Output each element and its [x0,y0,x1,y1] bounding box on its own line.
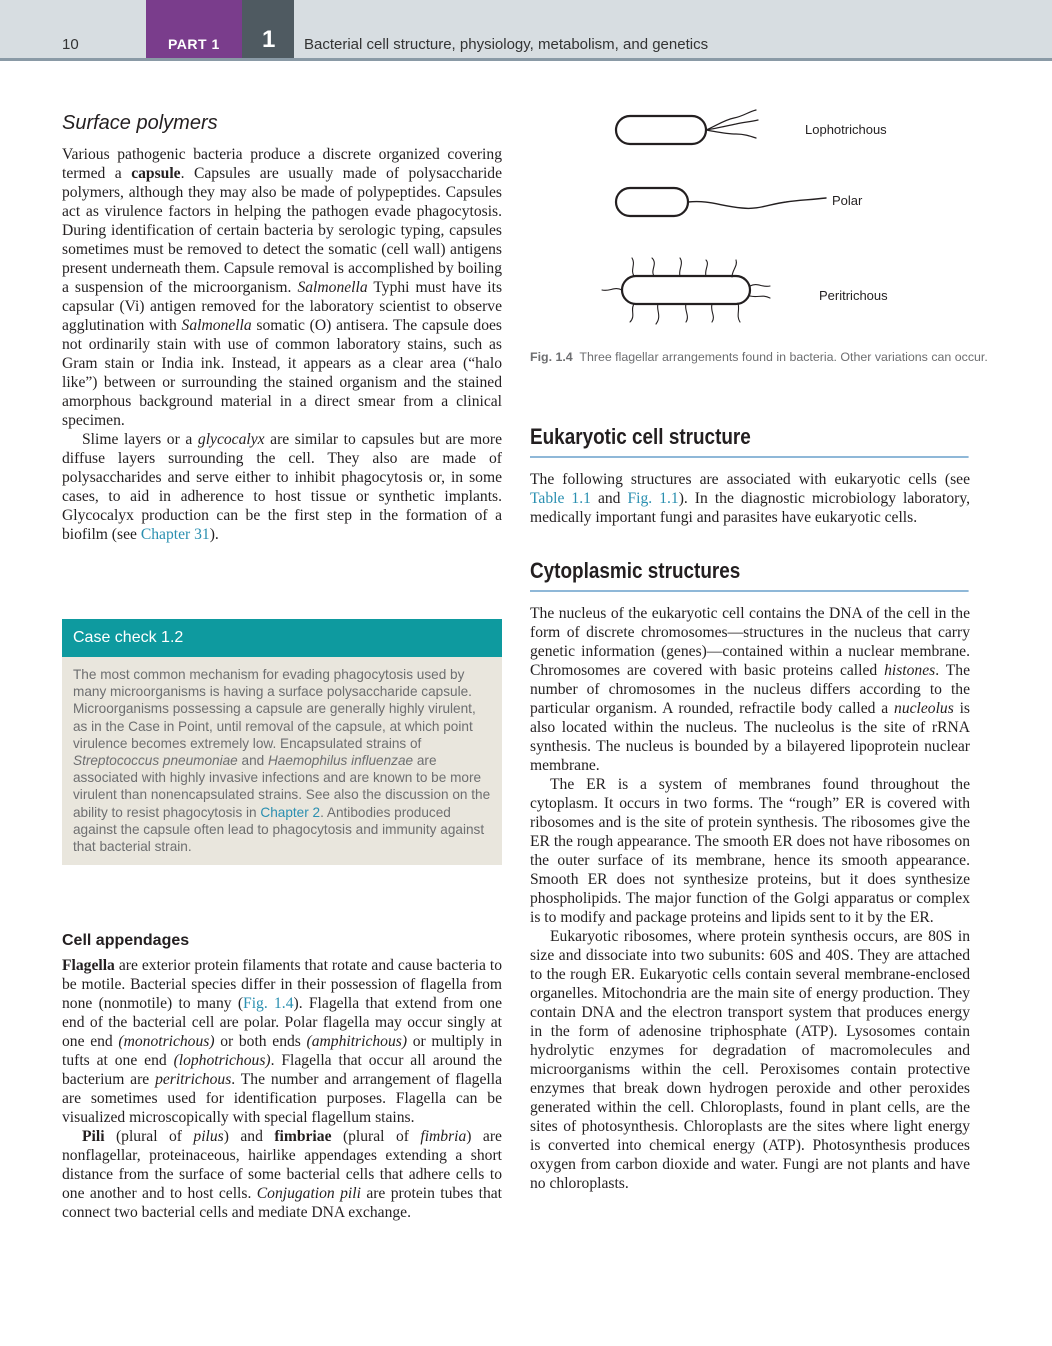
lophotrichous-cell [616,116,706,144]
chapter-number: 1 [262,26,276,53]
peritrichous-cell [622,276,750,304]
fig-1-4-link[interactable]: Fig. 1.4 [243,995,294,1012]
eukaryotic-paragraph: The following structures are associated with eukaryotic cells (see Table 1.1 and Fig. 1.1). In the diagnostic microbiology laboratory, medically important fungi and parasites have eukaryotic cells. [530,471,971,526]
cytoplasmic-section [530,558,970,1193]
eukaryotic-heading: Eukaryotic cell structure [530,424,969,458]
pili-paragraph: Pili (plural of pilus) and fimbriae (plural of fimbria) are nonflagellar, proteinaceous, hairlike appendages extending a short distance from the surface of some bacterial cells that adhere cells to one another and to host cells. Conjugation pili are protein tubes that connect two bacterial cells and mediate DNA exchange. [62,1128,502,1221]
page-number: 10 [62,36,79,53]
running-header [0,0,1052,61]
case-check-title: Case check 1.2 [62,619,502,657]
cytoplasmic-heading: Cytoplasmic structures [530,558,969,592]
chapter-2-link[interactable]: Chapter 2 [260,804,321,820]
figure-number: Fig. 1.4 [530,350,573,364]
surface-paragraph-2: Slime layers or a glycocalyx are similar to capsules but are more diffuse layers surrounding the cell. They also are made of polysaccharides and serve either to inhibit phagocytosis or, in some cases, to aid in adherence to host tissue or synthetic implants. Glycocalyx production can be the first step in the formation of a biofilm (see Chapter 31). [62,431,502,543]
chapter-31-link[interactable]: Chapter 31 [140,526,210,543]
left-column [62,112,502,544]
lophotrichous-label: Lophotrichous [805,122,887,137]
surface-polymers-heading: Surface polymers [62,112,218,134]
flagella-paragraph: Flagella are exterior protein filaments that rotate and cause bacteria to be motile. Bacterial species differ in their possession of flagella from none (nonmotile) to many (Fig. 1.4). Flagella that extend from one end of the bacterial cell are polar. Polar flagella may occur singly at one end (monotrichous) or both ends (amphitrichous) or multiply in tufts at one end (lophotrichous). Flagella that occur all around the bacterium are peritrichous. The number and arrangement of flagella are sometimes used for identification purposes. Flagella can be visualized microscopically with special flagellum stains. [62,957,503,1126]
polar-cell [616,188,688,216]
peritrichous-label: Peritrichous [819,288,888,303]
figure-caption: Fig. 1.4 Three flagellar arrangements found in bacteria. Other variations can occur. [530,350,988,364]
polar-label: Polar [832,193,863,208]
part-tab [146,0,242,58]
flagella-figure [530,100,970,380]
fig-1-1-link[interactable]: Fig. 1.1 [627,490,679,507]
cell-appendages-heading: Cell appendages [62,932,190,949]
surface-paragraph-1: Various pathogenic bacteria produce a discrete organized covering termed a capsule. Capsules are usually made of polysaccharide polymers, although they may also be made of polypeptides. Capsules act as virulence factors in helping the pathogen evade phagocytosis. During identification of certain bacteria by serologic typing, capsules sometimes must be removed to detect the somatic (cell wall) antigens present underneath them. Capsule removal is accomplished by boiling a suspension of the microorganism. Salmonella Typhi must have its capsular (Vi) antigen removed for the laboratory scientist to observe agglutination with Salmonella somatic (O) antisera. The capsule does not ordinarily stain with use of common laboratory stains, such as Gram stain or India ink. Instead, it appears as a clear area (“halo like”) between or surrounding the stained organism and the stained amorphous background material in a direct smear from a clinical specimen. [62,146,503,429]
cytoplasmic-paragraph-2: The ER is a system of membranes found throughout the cytoplasm. It occurs in two forms. The “rough” ER is covered with ribosomes and is the site of protein synthesis. The ribosomes give the ER the rough appearance. The smooth ER does not have ribosomes on the outer surface of its membrane, hence its smooth appearance. Smooth ER does not synthesize proteins, but it does synthesize phospholipids. The major function of the Golgi apparatus or complex is to modify and package proteins and lipids sent to it by the ER. [530,776,970,926]
case-check-body: The most common mechanism for evading phagocytosis used by many microorganisms is having a surface polysaccharide capsule. Microorganisms possessing a capsule are generally highly virulent, as in the Case in Point, until removal of the capsule, at which point virulence becomes extremely low. Encapsulated strains of Streptococcus pneumoniae and Haemophilus influenzae are associated with highly invasive infections and are known to be more virulent than nonencapsulated strains. See also the discussion on the ability to resist phagocytosis in Chapter 2. Antibodies produced against the capsule often lead to phagocytosis and immunity against that bacterial strain. [62,657,502,865]
chapter-tab [242,0,294,58]
part-label: PART 1 [168,36,220,52]
eukaryotic-section [530,424,970,527]
chapter-title: Bacterial cell structure, physiology, metabolism, and genetics [304,36,709,53]
flagella-diagram [530,100,970,350]
cytoplasmic-paragraph-1: The nucleus of the eukaryotic cell contains the DNA of the cell in the form of discrete chromosomes—structures in the nucleus that carry genetic information (genes)—contained within a nuclear membrane. Chromosomes are covered with basic proteins called histones. The number of chromosomes in the nucleus differs according to the particular organism. A rounded, refractile body called a nucleolus is also located within the nucleus. The nucleolus is the site of rRNA synthesis. The nucleus is bounded by a bilayered lipoprotein nuclear membrane. [530,605,970,774]
table-1-1-link[interactable]: Table 1.1 [530,490,591,507]
case-check-box [62,619,502,865]
cell-appendages-section [62,932,502,1222]
cytoplasmic-paragraph-3: Eukaryotic ribosomes, where protein synthesis occurs, are 80S in size and dissociate into two subunits: 60S and 40S. They are attached to the rough ER. Eukaryotic cells contain several membrane-enclosed organelles. Mitochondria are the main site of energy production. They contain DNA and the electron transport system that produces energy in the form of adenosine triphosphate (ATP). Lysosomes contain hydrolytic enzymes for degradation of macromolecules and microorganisms within the cell. Peroxisomes contain protective enzymes that break down hydrogen peroxide and other peroxides generated within the cell. Chloroplasts, found in plant cells, are the sites of photosynthesis. Chloroplasts are the sites where light energy is converted into chemical energy (ATP). Photosynthesis produces oxygen from carbon dioxide and water. Fungi are not plants and have no chloroplasts. [530,928,970,1192]
